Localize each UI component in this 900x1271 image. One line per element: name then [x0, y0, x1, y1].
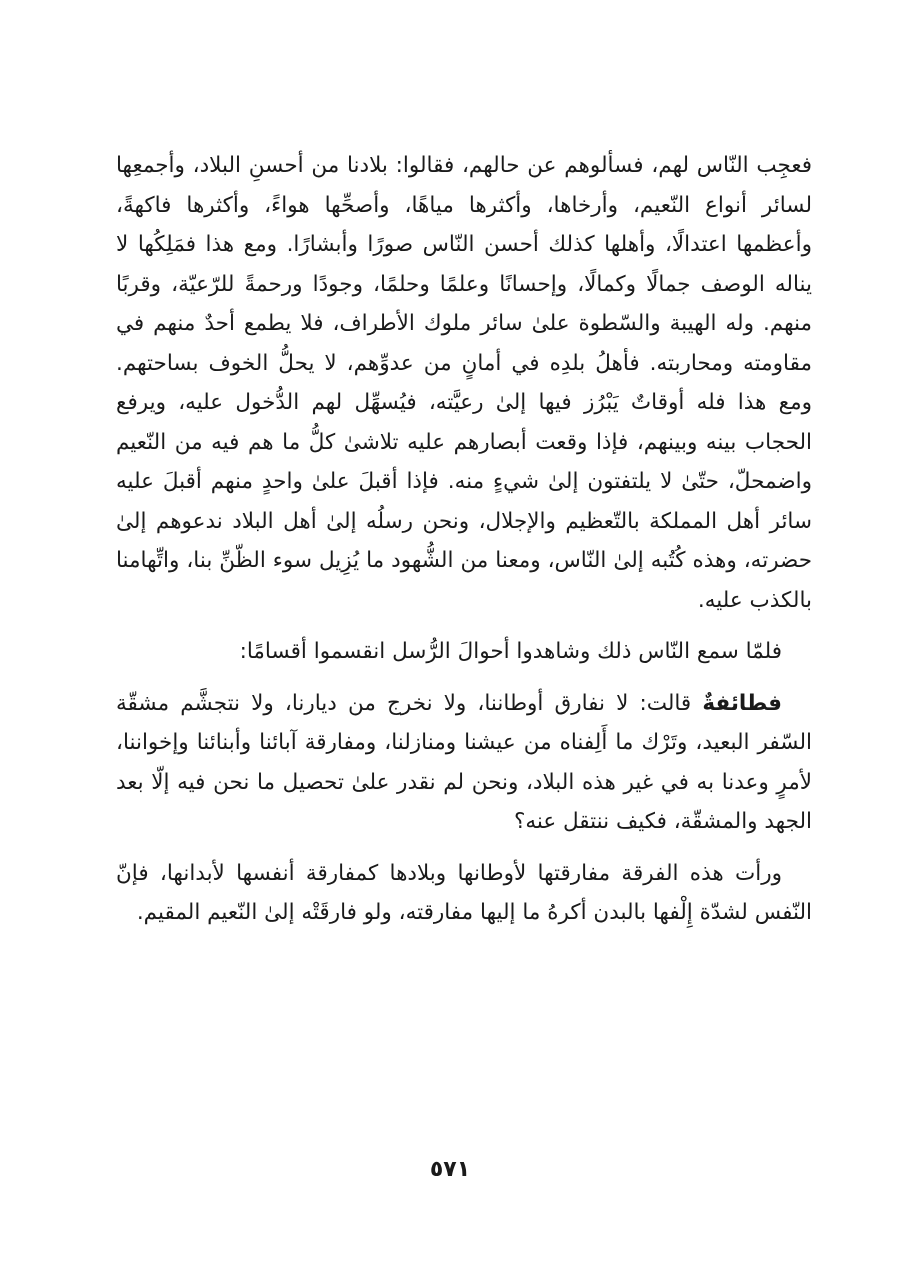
paragraph-1: فعجِب النّاس لهم، فسألوهم عن حالهم، فقالوا: بلادنا من أحسنِ البلاد، وأجمعِها لسائر أنواع النّعيم، وأرخاها، وأكثرها مياهًا، وأصحِّها هواءً، وأكثرها فاكهةً، وأعظمها اعتدالًا، وأهلها كذلك أحسن النّاس صورًا وأبشارًا. ومع هذا فمَلِكُها لا يناله الوصف جمالًا وكمالًا، وإحسانًا وعلمًا وحلمًا، وجودًا ورحمةً للرّعيّة، وقربًا منهم. وله الهيبة والسّطوة علىٰ سائر ملوك الأطراف، فلا يطمع أحدٌ منهم في مقاومته ومحاربته. فأهلُ بلدِه في أمانٍ من عدوِّهم، لا يحلُّ الخوف بساحتهم. ومع هذا فله أوقاتٌ يَبْرُز فيها إلىٰ رعيَّته، فيُسهِّل لهم الدُّخول عليه، ويرفع الحجاب بينه وبينهم، فإذا وقعت أبصارهم عليه تلاشىٰ كلُّ ما هم فيه من النّعيم واضمحلّ، حتّىٰ لا يلتفتون إلىٰ شيءٍ منه. فإذا أقبلَ علىٰ واحدٍ منهم أقبلَ عليه سائر أهل المملكة بالتّعظيم والإجلال، ونحن رسلُه إلىٰ أهل البلاد ندعوهم إلىٰ حضرته، وهذه كُتُبه إلىٰ النّاس، ومعنا من الشُّهود ما يُزِيل سوء الظّنِّ بنا، واتِّهامنا بالكذب عليه.: [116, 153, 812, 613]
body-text: [116, 146, 812, 933]
paragraph-3: [116, 684, 812, 842]
paragraph-3-text: قالت: لا نفارق أوطاننا، ولا نخرج من ديارنا، ولا نتجشَّم مشقّة السّفر البعيد، وتَرْك ما أَلِفناه من عيشنا ومنازلنا، ومفارقة آبائنا وأبنائنا وإخواننا، لأمرٍ وعدنا به في غير هذه البلاد، ونحن لم نقدر علىٰ تحصيل ما نحن فيه إلّا بعد الجهد والمشقّة، فكيف ننتقل عنه؟: [116, 690, 812, 834]
page-number: ٥٧١: [429, 1157, 471, 1182]
paragraph-3-lead: فطائفةٌ: [702, 690, 782, 716]
paragraph-2: فلمّا سمع النّاس ذلك وشاهدوا أحوالَ الرُّسل انقسموا أقسامًا:: [239, 639, 782, 664]
paragraph-4: ورأت هذه الفرقة مفارقتها لأوطانها وبلادها كمفارقة أنفسها لأبدانها، فإنّ النّفس لشدّة إِلْفها بالبدن أكرهُ ما إليها مفارقته، ولو فارقَتْه إلىٰ النّعيم المقيم.: [116, 860, 812, 925]
